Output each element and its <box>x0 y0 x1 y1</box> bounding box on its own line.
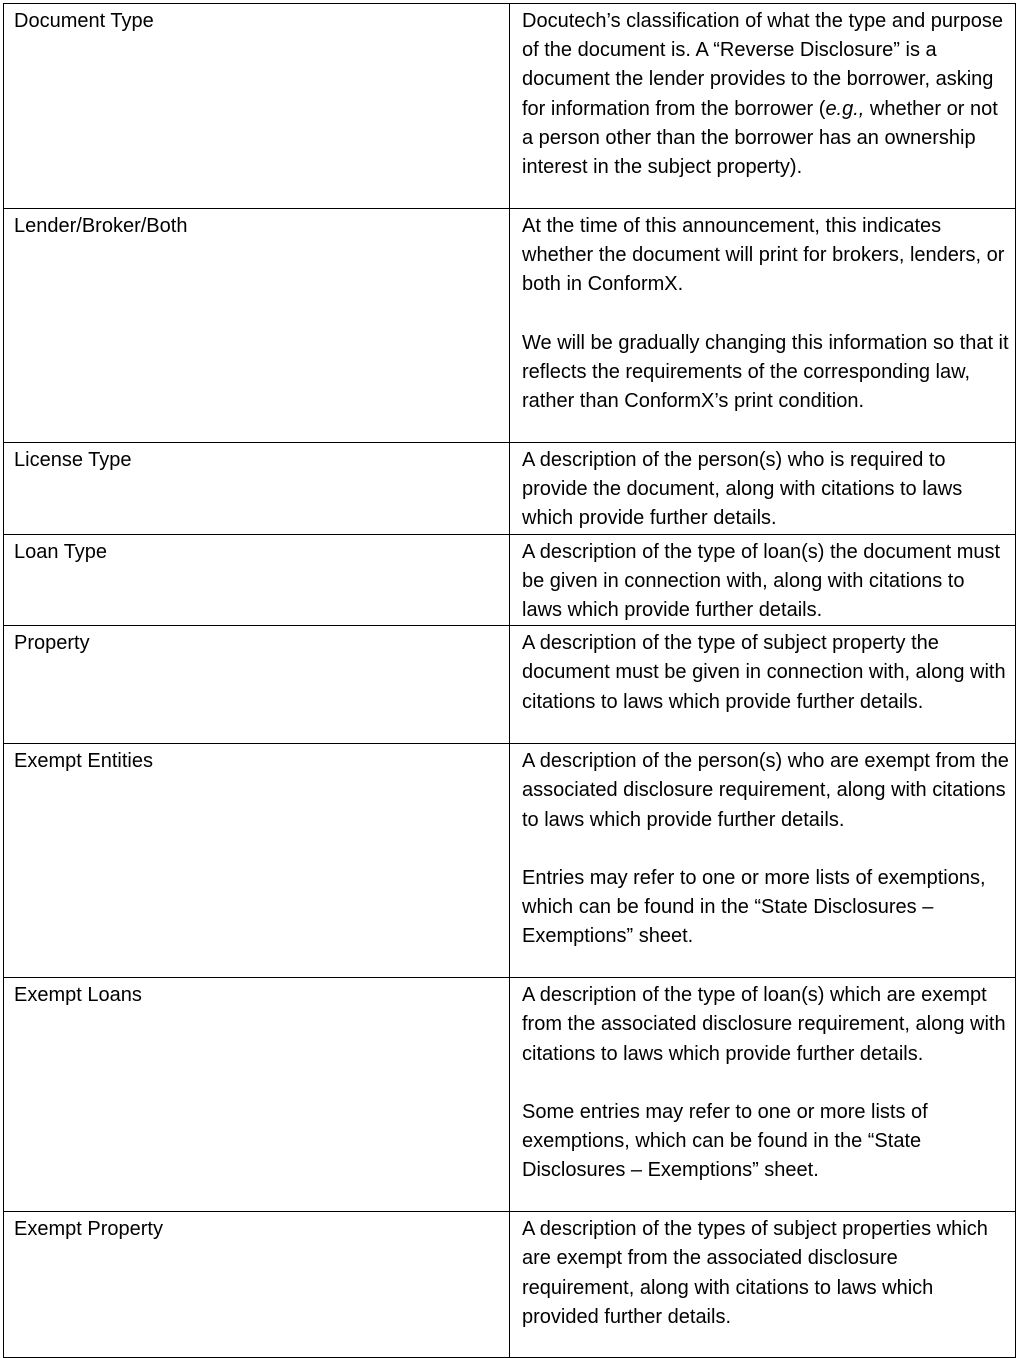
term-cell <box>4 744 510 978</box>
definition-paragraph: A description of the type of loan(s) which are exempt from the associated disclosure requirement, along with citations to laws which provide further details. <box>522 984 1006 1065</box>
term-label: Property <box>14 632 90 655</box>
term-cell <box>4 626 510 744</box>
term-cell <box>4 4 510 209</box>
definition-paragraph: We will be gradually changing this information so that it reflects the requirements of the corresponding law, rather than ConformX’s print condition. <box>522 331 1009 413</box>
term-label: License Type <box>14 449 132 471</box>
table-row-license-type <box>4 443 1016 535</box>
definition-text: Docutech’s classification of what the type and purpose of the document is. A “Reverse Disclosure” is a document the lender provides to the borrower, asking for information from the borrower ( <box>522 10 1004 120</box>
term-cell <box>4 1212 510 1358</box>
definition-paragraph: At the time of this announcement, this indicates whether the document will print for brokers, lenders, or both in ConformX. <box>522 215 1005 296</box>
definition-paragraph: A description of the types of subject properties which are exempt from the associated disclosure requirement, along with citations to laws which provided further details. <box>522 1218 988 1328</box>
definition-cell <box>510 209 1016 443</box>
definition-paragraph: A description of the person(s) who is required to provide the document, along with citations to laws which provide further details. <box>522 449 963 530</box>
definition-cell <box>510 978 1016 1212</box>
term-label: Document Type <box>14 10 154 32</box>
term-label: Loan Type <box>14 540 108 563</box>
table-row-lender-broker-both <box>4 209 1016 443</box>
definition-paragraph: Entries may refer to one or more lists of exemptions, which can be found in the “State Disclosures – Exemptions” sheet. <box>522 867 986 948</box>
term-cell <box>4 534 510 626</box>
definition-cell <box>510 4 1016 209</box>
definition-italic-text: e.g., <box>825 97 865 120</box>
term-label: Exempt Property <box>14 1218 163 1241</box>
definition-paragraph: A description of the type of loan(s) the document must be given in connection with, along with citations to laws which provide further details. <box>522 540 1001 622</box>
definition-cell <box>510 443 1016 535</box>
table-row-exempt-loans <box>4 978 1016 1212</box>
definition-paragraph: Some entries may refer to one or more lists of exemptions, which can be found in the “State Disclosures – Exemptions” sheet. <box>522 1101 928 1182</box>
term-cell <box>4 443 510 535</box>
table-row-exempt-property <box>4 1212 1016 1358</box>
field-definitions-table <box>3 3 1016 1358</box>
definition-cell <box>510 1212 1016 1358</box>
term-label: Lender/Broker/Both <box>14 215 188 237</box>
definition-text: whether or not a person other than the borrower has an ownership interest in the subject property). <box>522 97 998 179</box>
table-row-exempt-entities <box>4 744 1016 978</box>
definition-paragraph: A description of the person(s) who are exempt from the associated disclosure requirement, along with citations to laws which provide further details. <box>522 750 1009 831</box>
term-cell <box>4 209 510 443</box>
definition-cell <box>510 534 1016 626</box>
definition-cell <box>510 744 1016 978</box>
definition-cell <box>510 626 1016 744</box>
term-label: Exempt Entities <box>14 750 153 773</box>
term-cell <box>4 978 510 1212</box>
table-row-property <box>4 626 1016 744</box>
table-row-loan-type <box>4 534 1016 626</box>
term-label: Exempt Loans <box>14 984 142 1007</box>
definition-paragraph <box>522 7 1009 182</box>
table-row-document-type <box>4 4 1016 209</box>
definition-paragraph: A description of the type of subject property the document must be given in connection with, along with citations to laws which provide further details. <box>522 632 1006 713</box>
